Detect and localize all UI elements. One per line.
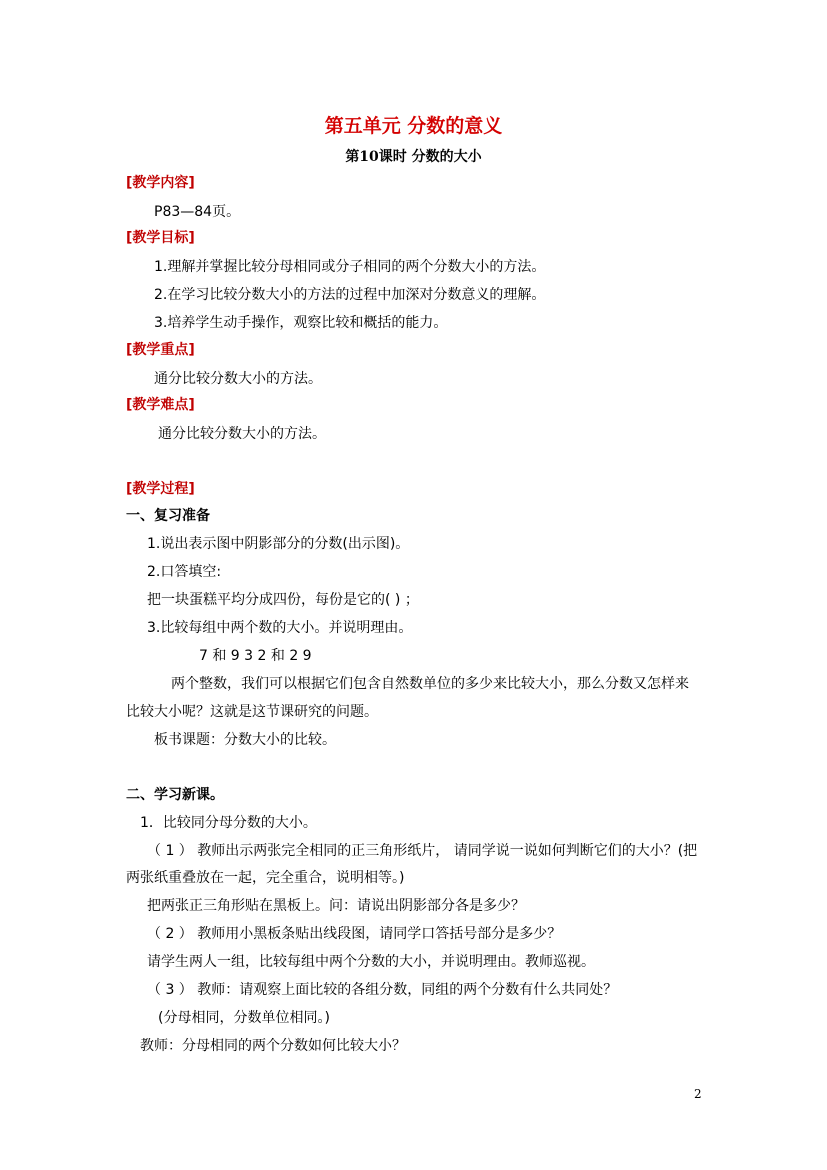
goal-item: 2.在学习比较分数大小的方法的过程中加深对分数意义的理解。 <box>154 287 546 303</box>
paragraph-line: 教师：分母相同的两个分数如何比较大小？ <box>140 1038 406 1054</box>
paragraph-line: (分母相同，分数单位相同。) <box>158 1010 330 1026</box>
paragraph-line: 比较大小呢？这就是这节课研究的问题。 <box>126 704 378 720</box>
paragraph-line: 把两张正三角形贴在黑板上。问：请说出阴影部分各是多少？ <box>147 898 525 914</box>
paragraph-line: 1．比较同分母分数的大小。 <box>140 815 317 831</box>
paragraph-line: 两个整数，我们可以根据它们包含自然数单位的多少来比较大小，那么分数又怎样来 <box>171 676 689 692</box>
teaching-goals-label: [教学目标] <box>126 230 195 246</box>
key-point-text: 通分比较分数大小的方法。 <box>154 371 322 387</box>
paragraph-line: （ 2 ） 教师用小黑板条贴出线段图，请同学口答括号部分是多少？ <box>147 926 562 942</box>
lesson-subtitle: 第10课时 分数的大小 <box>345 149 482 165</box>
paragraph-line: 1.说出表示图中阴影部分的分数(出示图)。 <box>147 536 410 552</box>
paragraph-line: （ 1 ） 教师出示两张完全相同的正三角形纸片， 请同学说一说如何判断它们的大小？(把 <box>147 843 698 859</box>
difficulty-label: [教学难点] <box>126 397 195 413</box>
paragraph-line: 2.口答填空: <box>147 564 222 580</box>
goal-item: 1.理解并掌握比较分母相同或分子相同的两个分数大小的方法。 <box>154 259 546 275</box>
paragraph-line: 3.比较每组中两个数的大小。并说明理由。 <box>147 620 413 636</box>
key-point-label: [教学重点] <box>126 342 195 358</box>
paragraph-line: （ 3 ） 教师：请观察上面比较的各组分数，同组的两个分数有什么共同处？ <box>147 982 618 998</box>
teaching-content-label: [教学内容] <box>126 175 195 191</box>
paragraph-line: 把一块蛋糕平均分成四份，每份是它的( ) ； <box>147 592 419 608</box>
difficulty-text: 通分比较分数大小的方法。 <box>158 426 326 442</box>
teaching-process-label: [教学过程] <box>126 481 195 497</box>
section-heading-new-lesson: 二、学习新课。 <box>126 787 224 803</box>
paragraph-line: 板书课题：分数大小的比较。 <box>154 732 336 748</box>
goal-item: 3.培养学生动手操作，观察比较和概括的能力。 <box>154 315 448 331</box>
teaching-content-text: P83—84页。 <box>154 204 241 220</box>
section-heading-review: 一、复习准备 <box>126 508 210 524</box>
number-pairs: 7 和 9 3 2 和 2 9 <box>199 648 312 664</box>
page-title: 第五单元 分数的意义 <box>324 115 503 137</box>
page-number: 2 <box>694 1087 702 1101</box>
paragraph-line: 请学生两人一组，比较每组中两个分数的大小，并说明理由。教师巡视。 <box>147 954 595 970</box>
paragraph-line: 两张纸重叠放在一起，完全重合，说明相等。) <box>126 870 405 886</box>
